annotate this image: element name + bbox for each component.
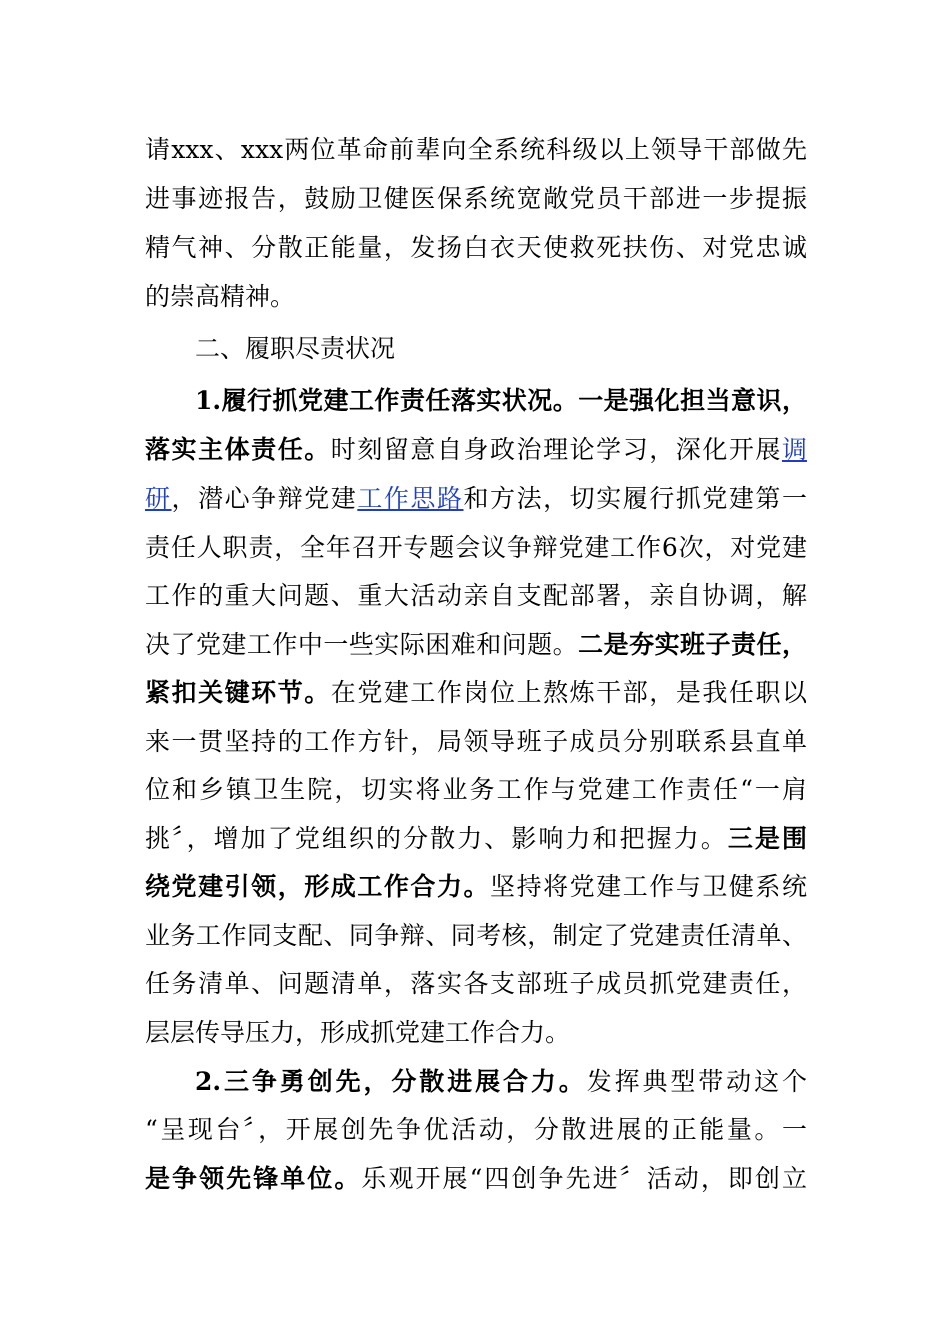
paragraph-line: 业务工作同支配、同争辩、同考核，制定了党建责任清单、 [145,921,807,950]
paragraph-line: “呈现台〞，开展创先争优活动，分散进展的正能量。一 [145,1115,807,1144]
paragraph-line: 任务清单、问题清单，落实各支部班子成员抓党建责任， [145,969,807,998]
paragraph-line: 层层传导压力，形成抓党建工作合力。 [145,1018,571,1047]
section-2-title [195,1067,807,1097]
bold-phrase: 三是围 [727,824,807,853]
text-run: 和方法，切实履行抓党建第一 [463,484,807,513]
paragraph-line [145,484,807,514]
link-diaoyan-cont[interactable]: 研 [145,484,172,513]
text-run: 坚持将党建工作与卫健系统 [490,872,807,901]
paragraph-line [145,630,807,660]
bold-phrase: 二是夯实班子责任， [578,630,807,659]
bold-phrase: 落实主体责任。 [145,435,331,464]
section-heading: 二、履职尽责状况 [195,334,396,363]
text-run: 发挥典型带动这个 [586,1067,807,1096]
bold-phrase: 2.三争勇创先，分散进展合力。 [195,1067,587,1096]
text-run: 挑〞，增加了党组织的分散力、影响力和把握力。 [145,824,728,853]
paragraph-line: 来一贯坚持的工作方针，局领导班子成员分别联系县直单 [145,727,807,756]
paragraph-line: 位和乡镇卫生院，切实将业务工作与党建工作责任“一肩 [145,775,807,804]
section-1-title: 1.履行抓党建工作责任落实状况。一是强化担当意识， [195,386,807,415]
text-run: 乐观开展“四创争先进〞活动，即创立 [361,1164,807,1193]
text-run: ，潜心争辩党建 [171,484,358,513]
paragraph-line: 责任人职责，全年召开专题会议争辩党建工作6次，对党建 [145,533,807,562]
paragraph-line: 工作的重大问题、重大活动亲自支配部署，亲自协调，解 [145,581,807,610]
link-diaoyan[interactable]: 调 [781,435,807,464]
paragraph-line [145,1164,807,1194]
paragraph-line: 精气神、分散正能量，发扬白衣天使救死扶伤、对党忠诚 [145,233,807,262]
link-gongzuo-silu[interactable]: 工作思路 [357,484,464,513]
bold-phrase: 紧扣关键环节。 [145,678,331,707]
bold-phrase: 绕党建引领，形成工作合力。 [145,872,491,901]
paragraph-line [145,824,807,854]
paragraph-line [145,435,807,465]
bold-phrase: 是争领先锋单位。 [145,1164,362,1193]
text-run: 在党建工作岗位上熬炼干部，是我任职以 [330,678,807,707]
text-run: 时刻留意自身政治理论学习，深化开展 [330,435,782,464]
paragraph-line: 请xxx、xxx两位革命前辈向全系统科级以上领导干部做先 [145,135,807,164]
paragraph-line [145,678,807,708]
paragraph-line: 进事迹报告，鼓励卫健医保系统宽敞党员干部进一步提振 [145,184,807,213]
paragraph-line [145,872,807,902]
text-run: 决了党建工作中一些实际困难和问题。 [145,630,579,659]
paragraph-line: 的崇高精神。 [145,282,296,311]
